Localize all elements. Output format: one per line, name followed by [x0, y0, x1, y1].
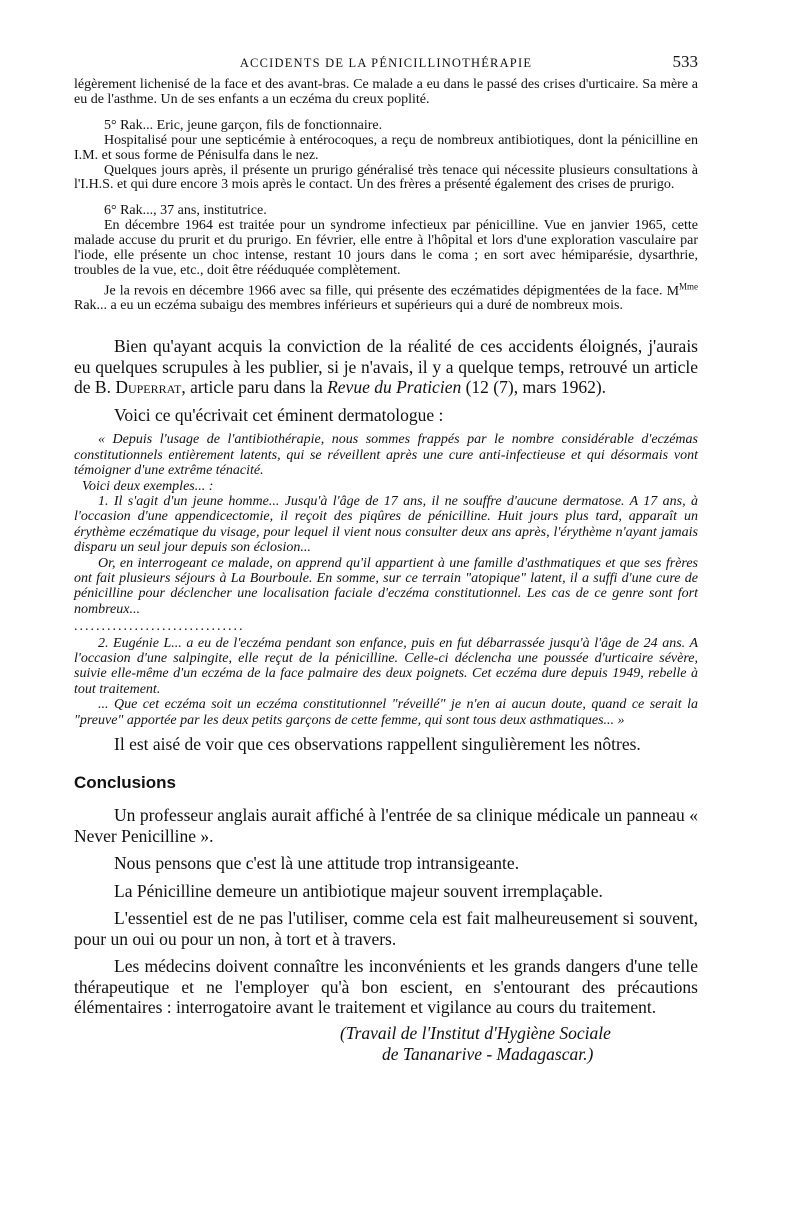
case6-text: Je la revois en décembre 1966 avec sa fille, qui présente des eczématides dépigmentées de la face. [104, 283, 663, 299]
conclusion-paragraph: L'essentiel est de ne pas l'utiliser, comme cela est fait malheureusement si souvent, pour un oui ou pour un non, à tort et à travers. [74, 908, 698, 949]
page-number: 533 [672, 52, 698, 71]
body-paragraph: Bien qu'ayant acquis la conviction de la réalité de ces accidents éloignés, j'aurais eu quelques scrupules à les publier, si je n'avais, il y a quelque temps, retrouvé un article de B. Duperrat, article paru dans la Revue du Praticien (12 (7), mars 1962). [74, 336, 698, 398]
body-paragraph: Il est aisé de voir que ces observations rappellent singulièrement les nôtres. [114, 734, 641, 755]
main-text [74, 336, 698, 1064]
block-quote [74, 432, 698, 728]
credit-line: de Tananarive - Madagascar.) [382, 1043, 594, 1064]
quote-paragraph: Or, en interrogeant ce malade, on apprend qu'il appartient à une famille d'asthmatiques et que ses frères ont fait plusieurs séjours à La Bourboule. En somme, sur ce terrain "atopique" latent, il a suffi d'une cure de pénicilline pour déclencher une localisation faciale d'eczéma constitutionnel. Les cas de ce genre sont fort nombreux... [74, 555, 698, 617]
page [74, 50, 698, 1065]
credit-line: (Travail de l'Institut d'Hygiène Sociale [340, 1022, 611, 1043]
conclusion-paragraph: La Pénicilline demeure un antibiotique majeur souvent irremplaçable. [114, 880, 603, 901]
page-header [74, 50, 698, 78]
case6-title: 6° Rak..., 37 ans, institutrice. [104, 203, 267, 219]
quote-paragraph: 2. Eugénie L... a eu de l'eczéma pendant son enfance, puis en fut débarrassée jusqu'à l'âge de 24 ans. A l'occasion d'une salpingite, elle reçut de la pénicilline. Celle-ci déclencha une poussée d'urticaire sévère, suivie elle-même d'un eczéma de la face palmaire des deux poignets. Cet eczéma dure depuis 1949, rebelle à tout traitement. [74, 635, 698, 697]
running-title: ACCIDENTS DE LA PÉNICILLINOTHÉRAPIE [239, 56, 533, 70]
case-reports [74, 78, 698, 314]
case6-paragraph: En décembre 1964 est traitée pour un syndrome infectieux par pénicilline. Vue en janvier 1965, cette malade accuse du prurit et du prurigo. En février, elle entre à l'hôpital et lors d'une exploration vasculaire par l'iode, elle présente un choc intense, restant 10 jours dans le coma ; en sort avec hémiparésie, dysarthrie, troubles de la vue, etc., doit être rééduquée complètement. [74, 218, 698, 278]
case6-paragraph [74, 279, 698, 314]
quote-paragraph: Voici deux exemples... : [82, 478, 214, 494]
institution-credit [340, 1023, 698, 1065]
body-paragraph: Voici ce qu'écrivait cet éminent dermatologue : [114, 404, 444, 425]
author-name: Duperrat [115, 377, 182, 398]
quote-paragraph: 1. Il s'agit d'un jeune homme... Jusqu'à l'âge de 17 ans, il ne souffre d'aucune dermatose. A 17 ans, à l'occasion d'une appendicectomie, il reçoit des piqûres de pénicilline. Huit jours plus tard, apparaît un érythème eczématique du visage, pour lequel il vient nous consulter deux ans après, l'érythème n'ayant jamais disparu un seul jour depuis son éclosion... [74, 493, 698, 556]
case5-paragraph: Quelques jours après, il présente un prurigo généralisé très tenace qui nécessite plusieurs consultations à l'I.H.S. et qui dure encore 3 mois après le contact. Un des frères a présenté également des crises de prurigo. [74, 162, 698, 193]
quote-paragraph: « Depuis l'usage de l'antibiothérapie, nous sommes frappés par le nombre considérable d'eczémas constitutionnels entièrement latents, qui se réveillent après une cure anti-infectieuse et qui désormais vont témoigner d'une extrême ténacité. [74, 432, 698, 479]
journal-name: Revue du Praticien [327, 377, 462, 398]
case-continuation: légèrement lichenisé de la face et des avant-bras. Ce malade a eu dans le passé des crises d'urticaire. Sa mère a eu de l'asthme. Un de ses enfants a un eczéma du creux poplité. [74, 77, 698, 107]
case5-title: 5° Rak... Eric, jeune garçon, fils de fonctionnaire. [104, 117, 383, 133]
conclusion-paragraph: Les médecins doivent connaître les inconvénients et les grands dangers d'une telle thérapeutique et ne l'employer qu'à bon escient, en s'entourant des précautions élémentaires : interrogatoire avant le traitement et vigilance au cours du traitement. [74, 956, 698, 1018]
case5-paragraph: Hospitalisé pour une septicémie à entérocoques, a reçu de nombreux antibiotiques, dont la pénicilline en I.M. et sous forme de Pénisulfa dans le nez. [74, 132, 698, 163]
conclusion-paragraph: Nous pensons que c'est là une attitude trop intransigeante. [114, 853, 520, 874]
quote-ellipsis: ............................... [74, 619, 245, 635]
conclusion-paragraph: Un professeur anglais aurait affiché à l'entrée de sa clinique médicale un panneau « Never Penicilline ». [74, 805, 698, 846]
case6-mme: $M^{Mme}$ [666, 280, 699, 299]
case6-tail: Rak... a eu un eczéma subaigu des membres inférieurs et supérieurs qui a duré de nombreux mois. [74, 298, 623, 314]
quote-paragraph: ... Que cet eczéma soit un eczéma constitutionnel "réveillé" je n'en ai aucun doute, quand ce serait la "preuve" apportée par les deux petits garçons de cette femme, qui sont tous deux asthmatiques... » [74, 697, 698, 728]
section-heading: Conclusions [74, 772, 177, 792]
